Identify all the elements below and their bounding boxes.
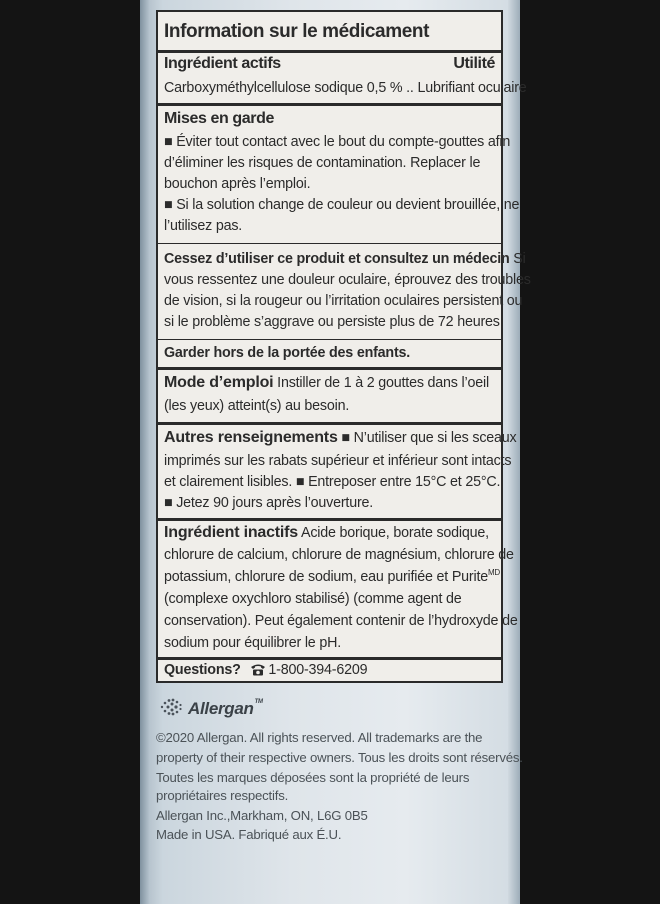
inactives-line (164, 523, 489, 543)
trademark-superscript: MD (487, 568, 501, 578)
divider (158, 103, 501, 106)
stop-use-line (164, 249, 526, 269)
stop-use-rest: Si (509, 251, 526, 267)
drug-facts-panel (156, 10, 531, 683)
other-info-line: imprimés sur les rabats supérieur et inférieur sont intacts (164, 453, 512, 469)
legal-line: Allergan Inc.,Markham, ON, L6G 0B5 (156, 808, 368, 823)
warning-line: ■ Si la solution change de couleur ou devient brouillée, ne (164, 197, 520, 213)
divider (158, 243, 501, 244)
legal-line: propriétaires respectifs. (156, 788, 289, 803)
inactives-text: Acide borique, borate sodique, (298, 525, 489, 541)
inactives-line: conservation). Peut également contenir de l’hydroxyde de (164, 613, 518, 629)
inactives-text: potassium, chlorure de sodium, eau purifiée et Purite (164, 569, 488, 585)
divider (158, 422, 501, 425)
warning-line: l’utilisez pas. (164, 218, 243, 234)
other-info-heading: Autres renseignements (164, 429, 338, 446)
other-info-line: ■ Jetez 90 jours après l’ouverture. (164, 495, 374, 511)
phone-icon (250, 662, 266, 682)
legal-line: ©2020 Allergan. All rights reserved. All trademarks are the (156, 730, 483, 745)
directions-heading: Mode d’emploi (164, 374, 274, 391)
legal-line: Toutes les marques déposées sont la propriété de leurs (156, 770, 470, 785)
legal-line: Made in USA. Fabriqué aux É.U. (156, 827, 342, 842)
inactives-line: sodium pour équilibrer le pH. (164, 635, 341, 651)
active-ingredient-line: Carboxyméthylcellulose sodique 0,5 % .. Lubrifiant oculaire (164, 80, 527, 96)
phone-number: 1-800-394-6209 (268, 662, 368, 678)
divider (158, 50, 501, 53)
warning-line: d’éliminer les risques de contamination. Replacer le (164, 155, 481, 171)
questions-line (164, 660, 367, 682)
panel-title: Information sur le médicament (164, 21, 430, 42)
inactives-line: (complexe oxychloro stabilisé) (comme agent de (164, 591, 462, 607)
questions-label: Questions? (164, 662, 241, 678)
directions-text: Instiller de 1 à 2 gouttes dans l’oeil (273, 375, 489, 391)
divider (158, 339, 501, 340)
allergan-dots-icon (158, 697, 184, 722)
brand-name-text: Allergan (188, 699, 254, 718)
divider (158, 518, 501, 521)
stop-use-line: de vision, si la rougeur ou l’irritation oculaires persistent ou (164, 293, 523, 309)
divider (158, 367, 501, 370)
warnings-heading: Mises en garde (164, 110, 275, 127)
actives-heading: Ingrédient actifs (164, 55, 281, 72)
stop-use-line: si le problème s’aggrave ou persiste plus de 72 heures. (164, 314, 504, 330)
warning-line: bouchon après l’emploi. (164, 176, 311, 192)
stop-use-line: vous ressentez une douleur oculaire, éprouvez des troubles (164, 272, 531, 288)
brand-tm: TM (254, 699, 263, 705)
stop-use-bold: Cessez d’utiliser ce produit et consultez un médecin (164, 251, 510, 267)
keep-away-line: Garder hors de la portée des enfants. (164, 345, 411, 361)
legal-line: property of their respective owners. Tous les droits sont réservés. (156, 750, 523, 765)
directions-line: (les yeux) atteint(s) au besoin. (164, 398, 350, 414)
warning-line: ■ Éviter tout contact avec le bout du compte-gouttes afin (164, 134, 511, 150)
brand-name (188, 699, 263, 719)
directions-line (164, 373, 489, 393)
inactives-line: chlorure de calcium, chlorure de magnésium, chlorure de (164, 547, 514, 563)
product-box (140, 0, 531, 904)
box-edge-left (140, 0, 150, 904)
inactives-heading: Ingrédient inactifs (164, 524, 298, 541)
other-info-line: et clairement lisibles. ■ Entreposer entre 15°C et 25°C. (164, 474, 501, 490)
inactives-line (164, 567, 500, 587)
other-info-text: ■ N’utiliser que si les sceaux (337, 430, 517, 446)
brand-logo (158, 698, 263, 720)
other-info-line (164, 428, 516, 448)
purpose-heading: Utilité (453, 55, 495, 72)
